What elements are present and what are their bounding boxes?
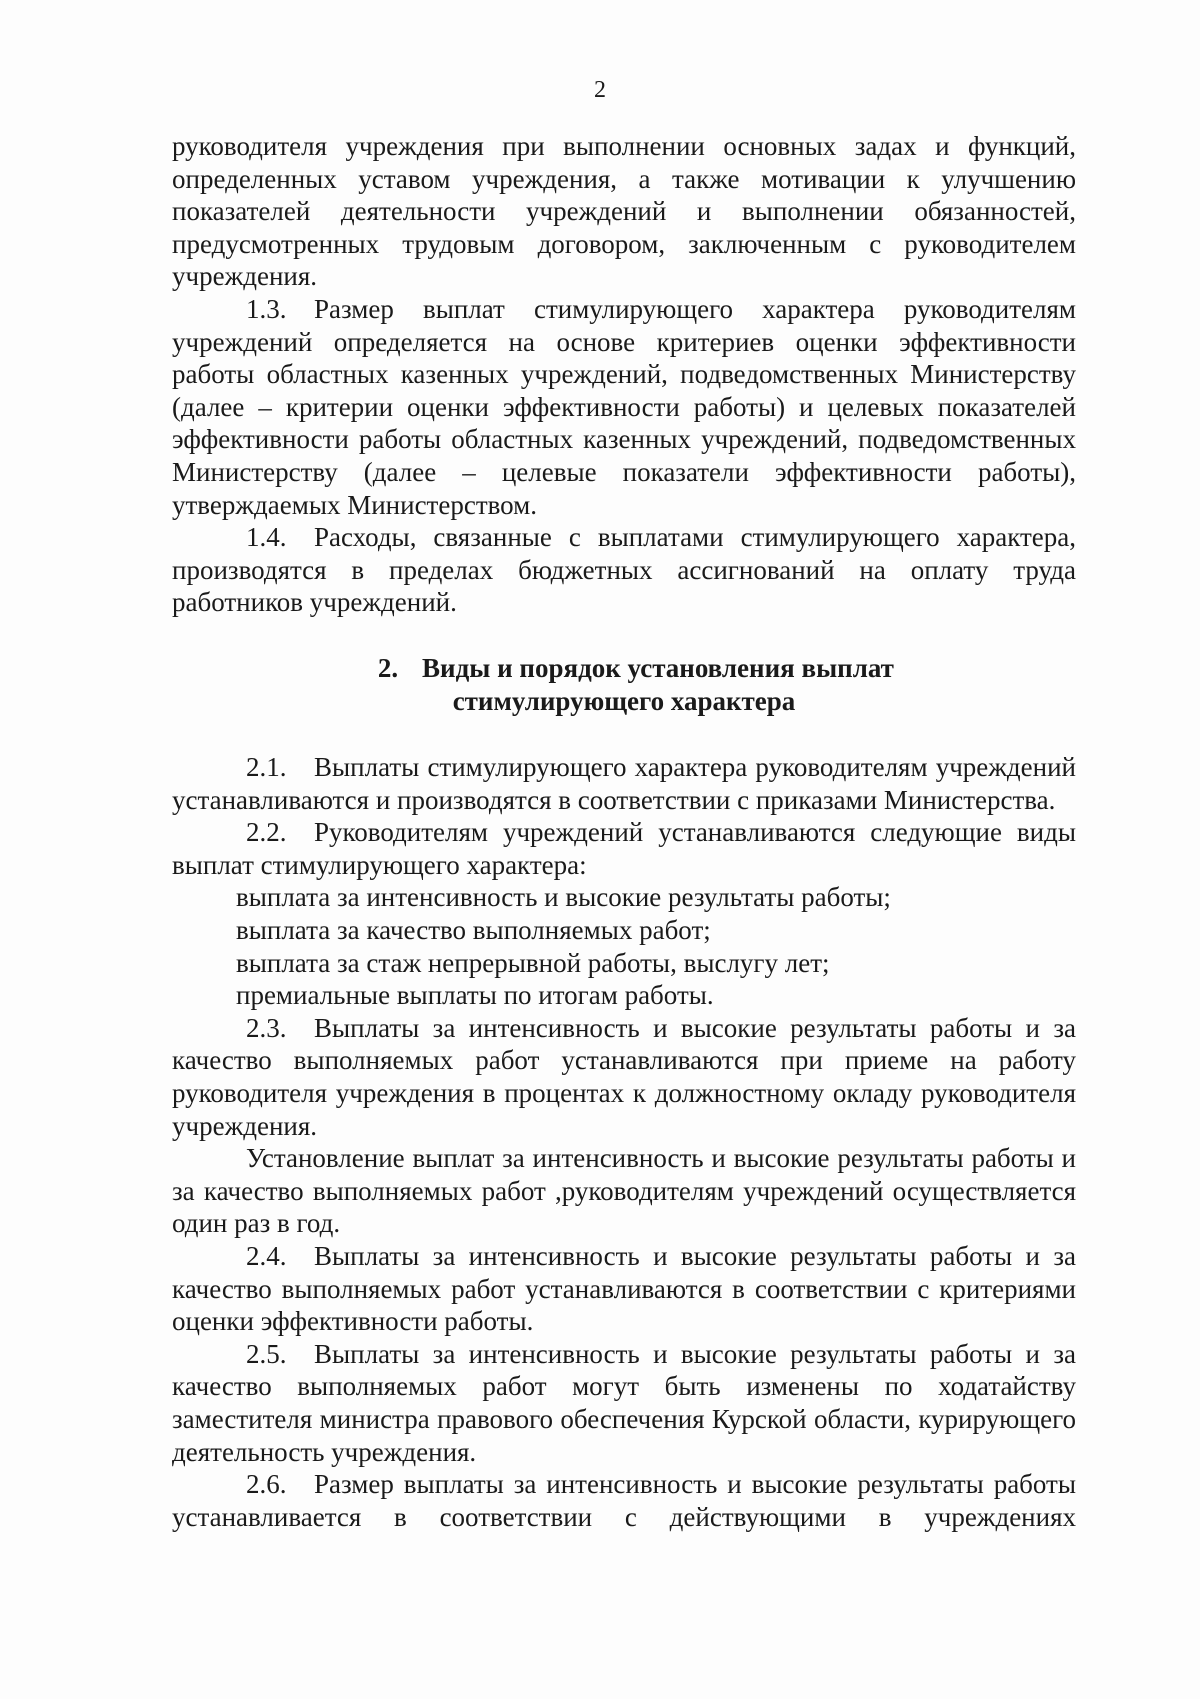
list-item: выплата за качество выполняемых работ; (236, 915, 711, 946)
clause-text: Размер выплаты за интенсивность и высокие результаты работы устанавливается в соответствии с действующими в учреждениях (172, 1469, 1076, 1532)
paragraph-2-4 (172, 1240, 1076, 1338)
clause-number: 2.1. (246, 752, 287, 783)
clause-text: Выплаты за интенсивность и высокие результаты работы и за качество выполняемых работ устанавливаются в соответствии с критериями оценки эффективности работы. (172, 1241, 1076, 1337)
clause-text: Выплаты за интенсивность и высокие результаты работы и за качество выполняемых работ устанавливаются при приеме на работу руководителя учреждения в процентах к должностному окладу руководителя учреждения. (172, 1012, 1076, 1141)
clause-number: 2.6. (246, 1469, 287, 1500)
section-title-line1: Виды и порядок установления выплат (422, 652, 894, 683)
clause-number: 2.4. (246, 1241, 287, 1271)
clause-text: Расходы, связанные с выплатами стимулирующего характера, производятся в пределах бюджетных ассигнований на оплату труда работников учреждений. (172, 522, 1076, 618)
section-heading-line1 (172, 652, 1076, 685)
paragraph-1-3 (172, 293, 1076, 521)
clause-text: Выплаты за интенсивность и высокие результаты работы и за качество выполняемых работ могут быть изменены по ходатайству заместителя министра правового обеспечения Курской области, курирующего деятельность учреждения. (172, 1338, 1076, 1467)
list-item: выплата за стаж непрерывной работы, выслугу лет; (236, 947, 830, 978)
clause-number: 1.3. (246, 293, 287, 324)
paragraph-1-4 (172, 521, 1076, 619)
clause-text: Выплаты стимулирующего характера руководителям учреждений устанавливаются и производятся в соответствии с приказами Министерства. (172, 752, 1076, 815)
clause-number: 2.5. (246, 1338, 287, 1369)
paragraph-2-2 (172, 816, 1076, 881)
section-title-line2: стимулирующего характера (452, 685, 796, 716)
paragraph-2-3-continued: Установление выплат за интенсивность и высокие результаты работы и за качество выполняемых работ ,руководителям учреждений осуществляется один раз в год. (172, 1143, 1076, 1239)
list-item: премиальные выплаты по итогам работы. (236, 980, 714, 1011)
clause-number: 2.2. (246, 817, 287, 848)
page-number: 2 (594, 77, 606, 103)
clause-number: 2.3. (246, 1012, 287, 1043)
section-number: 2. (377, 652, 399, 683)
list-item: выплата за интенсивность и высокие результаты работы; (236, 882, 891, 913)
clause-number: 1.4. (246, 522, 287, 553)
paragraph-2-5 (172, 1338, 1076, 1468)
clause-text: Размер выплат стимулирующего характера руководителям учреждений определяется на основе критериев оценки эффективности работы областных казенных учреждений, подведомственных Министерству (далее – критерии оценки эффективности работы) и целевых показателей эффективности работы областных казенных учреждений, подведомственных Министерству (далее – целевые показатели эффективности работы), утверждаемых Министерством. (172, 293, 1076, 520)
paragraph-intro: руководителя учреждения при выполнении основных задах и функций, определенных уставом учреждения, а также мотивации к улучшению показателей деятельности учреждений и выполнении обязанностей, предусмотренных трудовым договором, заключенным с руководителем учреждения. (172, 131, 1076, 292)
document-body (172, 130, 1076, 1533)
paragraph-2-3 (172, 1012, 1076, 1142)
paragraph-2-1 (172, 751, 1076, 816)
clause-text: Руководителям учреждений устанавливаются следующие виды выплат стимулирующего характера: (172, 817, 1076, 880)
paragraph-2-6 (172, 1468, 1076, 1533)
section-heading (172, 652, 1076, 717)
